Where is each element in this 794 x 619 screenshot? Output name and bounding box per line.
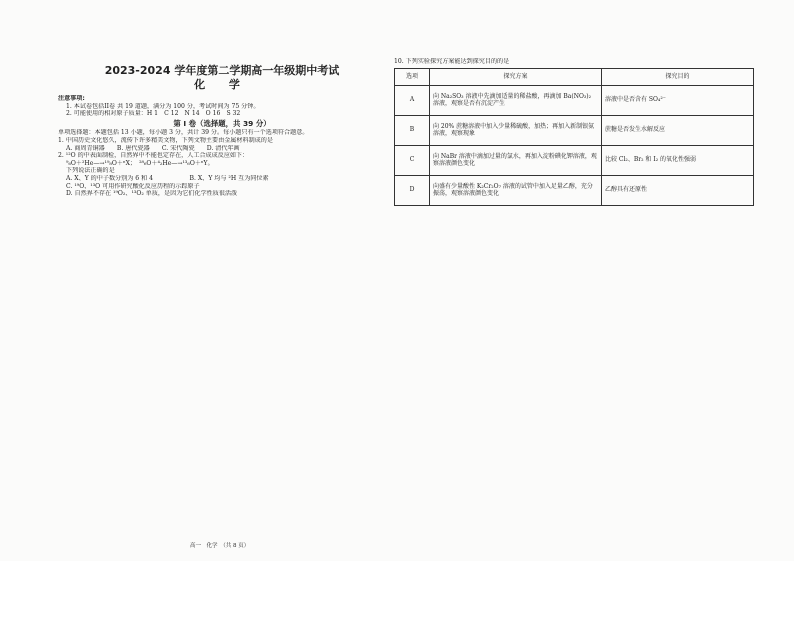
- right-column: [394, 58, 754, 619]
- question-equation: ⁹₆O＋²He—→¹⁹₈O＋ⁿX； ²⁸₆O＋⁴₂He—→¹³₆O＋ⁿY。: [66, 159, 214, 167]
- table-row: [395, 115, 754, 145]
- table-cell: 乙醇具有还原性: [602, 175, 754, 205]
- table-cell: 向 20% 蔗糖溶液中加入少量稀硫酸，加热；再加入新制银氨溶液，观察现象: [430, 115, 602, 145]
- section-description: 单项选择题：本题包括 13 小题，每小题 3 分，共计 39 分。每小题只有一个选项符合题意。: [58, 129, 309, 137]
- question-text: 1. 中国历史文化悠久，流传下许多精美文物，下列文物主要由金属材料制成的是: [58, 136, 273, 144]
- table-cell: A: [395, 85, 430, 115]
- question-options: A. 商周青铜器 B. 唐代瓷器 C. 宋代陶瓷 D. 清代年画: [66, 144, 240, 152]
- table-cell: C: [395, 145, 430, 175]
- note-line: 2. 可能使用的相对原子质量：H 1 C 12 N 14 O 16 S 32: [66, 110, 241, 118]
- question-option: C. ¹⁹O、¹³O 可用作研究酸化反应历程的示踪原子: [66, 182, 200, 190]
- section-heading: 第 I 卷（选择题，共 39 分）: [173, 118, 271, 128]
- note-line: 1. 本试卷包括II卷 共 19 道题，满分为 100 分，考试时间为 75 分钟。: [66, 102, 260, 110]
- left-column: [58, 58, 386, 619]
- exam-title: 2023-2024 学年度第二学期高一年级期中考试: [104, 64, 340, 77]
- page-footer: 高一 化学 （共 8 页）: [190, 543, 250, 549]
- notes-heading: 注意事项:: [58, 95, 85, 102]
- question-text: 2. ¹²O 的中表面制检，自然界中不能也定存在，人工合成成反应如下：: [58, 152, 249, 160]
- table-cell: 向 Na₂SO₃ 溶液中先滴加适量的稀盐酸，再滴加 Ba(NO₃)₂ 溶液，观察是否有沉淀产生: [430, 85, 602, 115]
- table-cell: B: [395, 115, 430, 145]
- table-cell: 向 NaBr 溶液中滴加过量的氯水，再加入淀粉碘化钾溶液，观察溶液颜色变化: [430, 145, 602, 175]
- question-option: A. X、Y 的中子数分别为 6 和 4 B. X、Y 均与 ²H 互为同位素: [66, 174, 269, 182]
- table-cell: 向盛有少量酸性 K₂Cr₂O₇ 溶液的试管中加入足量乙醇，充分振荡，观察溶液颜色变化: [430, 175, 602, 205]
- table-cell: 比较 Cl₂、Br₂ 和 I₂ 的氧化性强弱: [602, 145, 754, 175]
- table-header: 探究方案: [430, 68, 602, 85]
- table-header: 选项: [395, 68, 430, 85]
- table-cell: 蔗糖是否发生水解反应: [602, 115, 754, 145]
- question-text: 下列说法正确的是: [66, 167, 115, 175]
- question-option: D. 自然界不存在 ¹⁹O₂、¹³O₂ 单质，是因为它们化学性质很活泼: [66, 190, 238, 198]
- table-cell: 溶液中是否含有 SO₄²⁻: [602, 85, 754, 115]
- exam-subject: 化 学: [194, 78, 250, 91]
- question-text: 10. 下列实验探究方案能达到探究目的的是: [394, 58, 510, 65]
- table-header: 探究目的: [602, 68, 754, 85]
- table-row: [395, 175, 754, 205]
- experiment-table: [394, 68, 754, 206]
- table-row: [395, 85, 754, 115]
- table-cell: D: [395, 175, 430, 205]
- table-row: [395, 145, 754, 175]
